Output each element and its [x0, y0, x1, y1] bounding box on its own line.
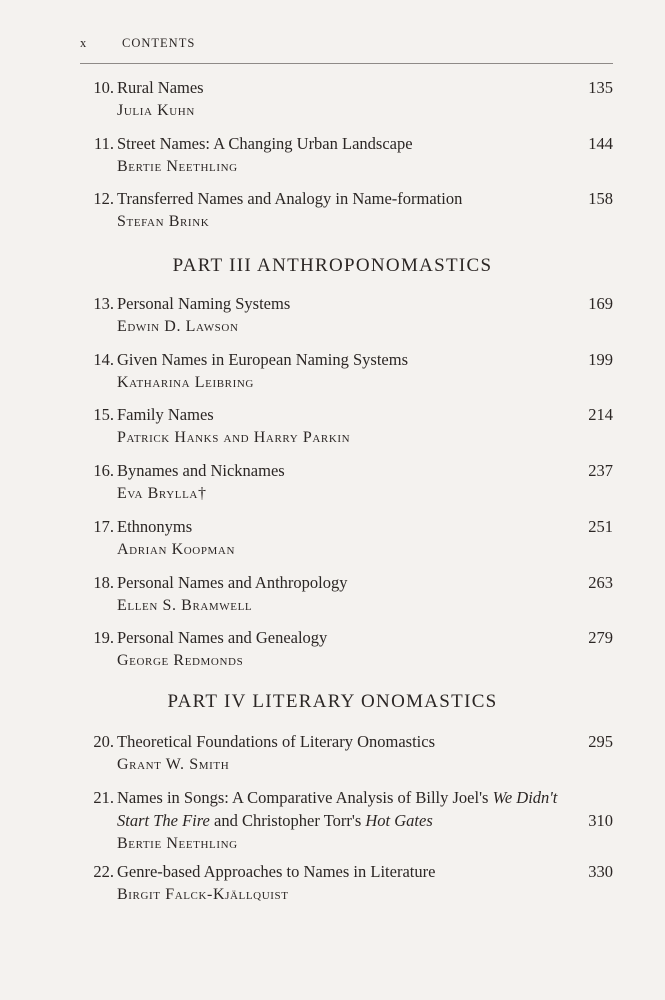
entry-page: 144: [588, 133, 613, 153]
entry-number: 19.: [93, 628, 114, 648]
entry-page: 295: [588, 732, 613, 751]
entry-number: 21.: [93, 788, 114, 807]
entry-author: Ellen S. Bramwell: [117, 596, 253, 614]
toc-entry: [80, 459, 613, 505]
entry-title: Personal Names and Genealogy: [117, 628, 328, 648]
entry-title: Genre-based Approaches to Names in Literature: [117, 862, 436, 881]
entry-title: Street Names: A Changing Urban Landscape: [117, 133, 413, 153]
toc-entry: [80, 292, 613, 338]
entry-author: Bertie Neethling: [117, 157, 238, 175]
entry-title: Family Names: [117, 405, 214, 425]
toc-entry: [80, 76, 613, 122]
entry-title: Personal Names and Anthropology: [117, 572, 348, 592]
entry-author: Bertie Neethling: [117, 835, 238, 852]
entry-number: 14.: [93, 349, 114, 369]
entry-page: 330: [588, 862, 613, 881]
toc-entry: [80, 348, 613, 394]
header-rule: [80, 63, 613, 64]
entry-number: 18.: [93, 572, 114, 592]
toc-entry: [80, 626, 613, 672]
running-title: CONTENTS: [122, 36, 196, 50]
entry-author: Birgit Falck-Kjällquist: [117, 886, 289, 903]
toc-entry: [80, 786, 613, 855]
toc-entry: [80, 403, 613, 449]
running-header: [80, 36, 195, 51]
entry-page: 310: [588, 811, 613, 830]
entry-title: Bynames and Nicknames: [117, 461, 285, 481]
entry-page: 237: [588, 461, 613, 481]
entry-number: 11.: [93, 133, 114, 153]
entry-number: 16.: [93, 461, 114, 481]
entry-author: Katharina Leibring: [117, 373, 254, 391]
entry-number: 13.: [93, 294, 114, 313]
toc-entry: [80, 132, 613, 178]
entry-author: Julia Kuhn: [117, 102, 195, 119]
entry-author: Eva Brylla†: [117, 485, 207, 503]
entry-number: 15.: [93, 405, 114, 425]
toc-entry: [80, 515, 613, 561]
entry-page: 169: [588, 294, 613, 313]
entry-title: Personal Naming Systems: [117, 294, 291, 313]
entry-author: Edwin D. Lawson: [117, 318, 239, 335]
entry-title: Given Names in European Naming Systems: [117, 349, 408, 369]
toc-entry: [80, 860, 613, 906]
entry-title: Transferred Names and Analogy in Name-formation: [117, 189, 463, 209]
entry-page: 135: [588, 78, 613, 97]
part-heading-4: PART IV LITERARY ONOMASTICS: [167, 691, 498, 712]
entry-page: 199: [588, 349, 613, 369]
entry-number: 17.: [93, 516, 114, 536]
entry-page: 214: [588, 405, 613, 425]
entry-title: Theoretical Foundations of Literary Onomastics: [117, 732, 435, 751]
entry-author: Adrian Koopman: [117, 540, 236, 558]
entry-author: George Redmonds: [117, 652, 244, 670]
entry-author: Stefan Brink: [117, 213, 210, 231]
entry-number: 12.: [93, 189, 114, 209]
entry-number: 20.: [93, 732, 114, 751]
entry-author: Patrick Hanks and Harry Parkin: [117, 429, 351, 447]
entry-page: 158: [588, 189, 613, 209]
toc-entry: [80, 571, 613, 617]
page-number: x: [80, 36, 88, 50]
entry-number: 10.: [93, 78, 114, 97]
toc-entry: [80, 730, 613, 776]
entry-title: Names in Songs: A Comparative Analysis of Billy Joel's We Didn't Start The Fire and Christopher Torr's Hot Gates Bertie Neethling: [117, 786, 587, 855]
entry-title: Rural Names: [117, 78, 204, 97]
entry-page: 279: [588, 628, 613, 648]
entry-author: Grant W. Smith: [117, 756, 230, 773]
toc-entry: [80, 187, 613, 233]
entry-page: 251: [588, 516, 613, 536]
entry-number: 22.: [93, 862, 114, 881]
entry-title: Ethnonyms: [117, 516, 193, 536]
entry-page: 263: [588, 572, 613, 592]
part-heading-3: PART III ANTHROPONOMASTICS: [172, 255, 493, 276]
